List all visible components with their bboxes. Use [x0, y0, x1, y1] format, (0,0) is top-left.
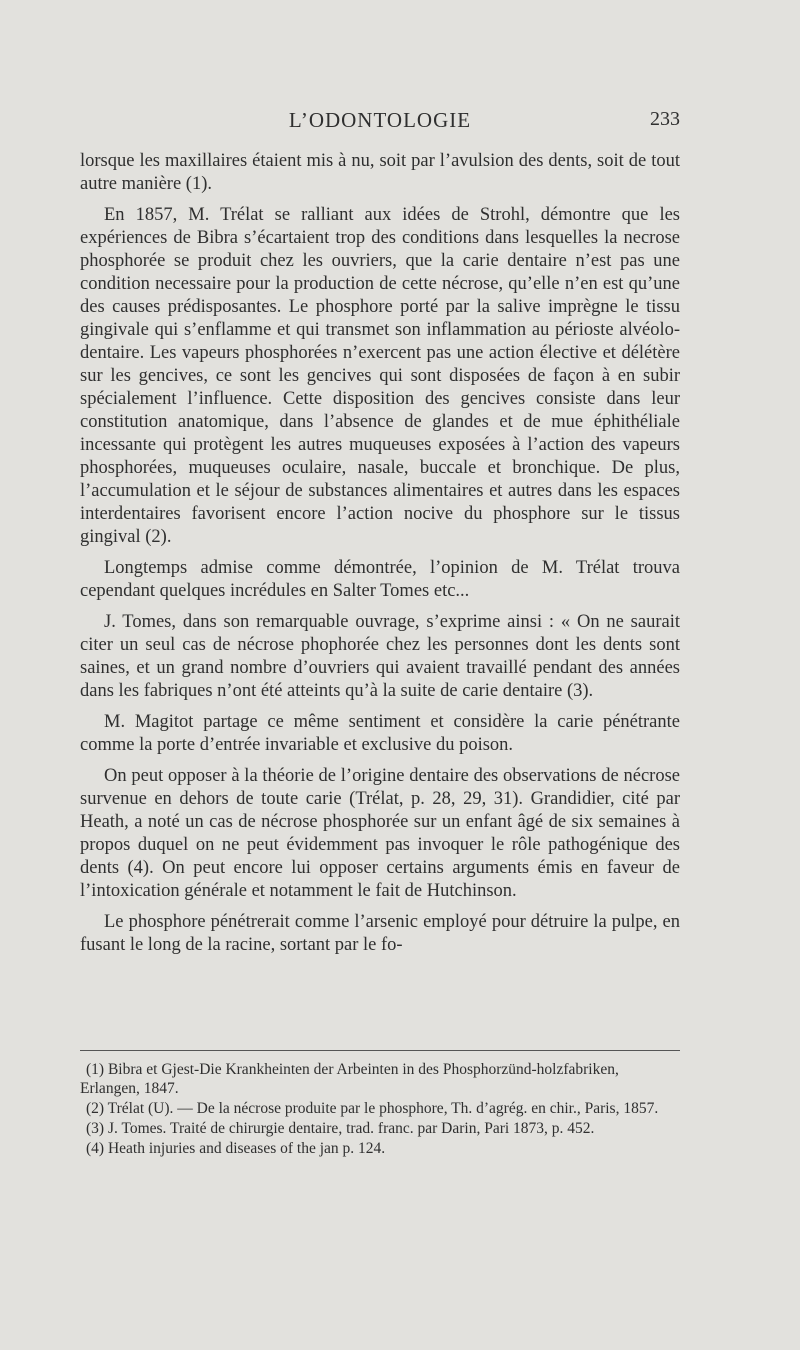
paragraph: On peut opposer à la théorie de l’origine dentaire des observations de nécrose survenue en dehors de toute carie (Trélat, p. 28, 29, 31). Grandidier, cité par Heath, a noté un cas de nécrose phosphorée sur un enfant âgé de six semaines à propos duquel on ne peut évidemment pas invoquer le rôle pathogénique des dents (4). On peut encore lui opposer certains arguments émis en faveur de l’intoxication générale et notamment le fait de Hutchinson.: [80, 766, 680, 901]
paragraph: M. Magitot partage ce même sentiment et considère la carie pénétrante comme la porte d’entrée invariable et exclusive du poison.: [80, 712, 680, 755]
footnote-divider: [80, 1050, 680, 1051]
footnotes: [80, 1060, 680, 1159]
running-title: L’ODONTOLOGIE: [288, 108, 472, 132]
paragraph: lorsque les maxillaires étaient mis à nu, soit par l’avulsion des dents, soit de tout autre manière (1).: [80, 151, 680, 194]
footnote: (2) Trélat (U). — De la nécrose produite par le phosphore, Th. d’agrég. en chir., Paris, 1857.: [86, 1100, 659, 1117]
footnote: (4) Heath injuries and diseases of the jan p. 124.: [86, 1140, 386, 1157]
paragraph: Le phosphore pénétrerait comme l’arsenic employé pour détruire la pulpe, en fusant le long de la racine, sortant par le fo-: [80, 912, 680, 955]
body-text: [80, 150, 680, 965]
page-header: [80, 108, 680, 138]
page-number: 233: [650, 108, 680, 130]
footnote: (1) Bibra et Gjest-Die Krankheinten der Arbeinten in des Phosphorzünd-holzfabriken, Erlangen, 1847.: [80, 1061, 619, 1097]
footnote: (3) J. Tomes. Traité de chirurgie dentaire, trad. franc. par Darin, Pari 1873, p. 452.: [86, 1120, 595, 1137]
paragraph: J. Tomes, dans son remarquable ouvrage, s’exprime ainsi : « On ne saurait citer un seul cas de nécrose phophorée chez les personnes dont les dents sont saines, et un grand nombre d’ouvriers qui avaient travaillé pendant des années dans les fabriques n’ont été atteints qu’à la suite de carie dentaire (3).: [80, 612, 680, 701]
paragraph: En 1857, M. Trélat se ralliant aux idées de Strohl, démontre que les expériences de Bibra s’écartaient trop des conditions dans lesquelles la necrose phosphorée se produit chez les ouvriers, que la carie dentaire n’est pas une condition necessaire pour la production de cette nécrose, qu’elle n’en est qu’une des causes prédisposantes. Le phosphore porté par la salive imprègne le tissu gingivale qui s’enflamme et qui transmet son inflammation au périoste alvéolo-dentaire. Les vapeurs phosphorées n’exercent pas une action élective et délétère sur les gencives, ce sont les gencives qui sont disposées de façon à en subir spécialement l’influence. Cette disposition des gencives consiste dans leur constitution anatomique, dans l’absence de glandes et de mue éphithéliale incessante qui protègent les autres muqueuses exposées à l’action des vapeurs phosphorées, muqueuses oculaire, nasale, buccale et bronchique. De plus, l’accumulation et le séjour de substances alimentaires et autres dans les espaces interdentaires favorisent encore l’action nocive du phosphore sur le tissus gingival (2).: [80, 205, 680, 547]
paragraph: Longtemps admise comme démontrée, l’opinion de M. Trélat trouva cependant quelques incrédules en Salter Tomes etc...: [80, 558, 680, 601]
